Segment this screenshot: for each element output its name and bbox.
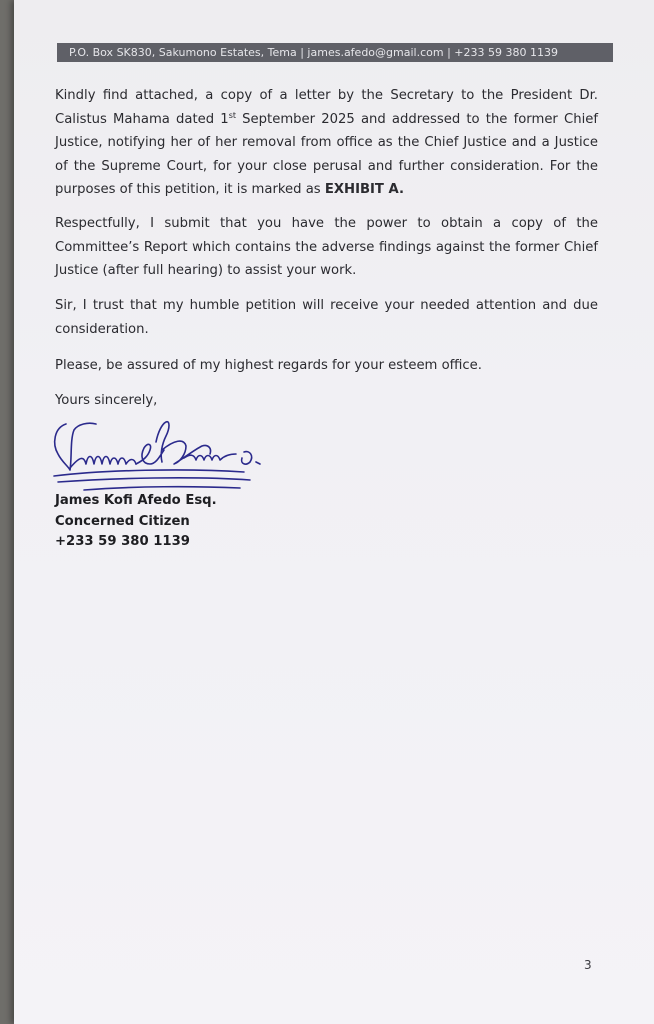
page-number: 3 [584, 958, 592, 972]
contact-line: P.O. Box SK830, Sakumono Estates, Tema | james.afedo@gmail.com | +233 59 380 1139 [69, 46, 558, 59]
closing-salutation: Yours sincerely, [55, 393, 158, 408]
handwritten-signature [44, 410, 284, 502]
paragraph-exhibit [55, 84, 598, 202]
letterhead-contact-bar [57, 43, 613, 62]
exhibit-label: EXHIBIT A. [324, 182, 404, 198]
signatory-title: Concerned Citizen [55, 513, 190, 529]
paragraph-petition-attention: Sir, I trust that my humble petition will receive your needed attention and due consideration. [55, 298, 598, 337]
signatory-phone: +233 59 380 1139 [55, 534, 190, 549]
signatory-name: James Kofi Afedo Esq. [55, 493, 217, 508]
paragraph-exhibit-text-a: Kindly find attached, a copy of a letter by the Secretary to the President Dr. Calistus Mahama dated 1 [55, 88, 598, 127]
paragraph-exhibit-text-b: September 2025 and addressed to the former Chief Justice, notifying her of her removal from office as the Chief Justice and a Justice of the Supreme Court, for your close perusal and further consideration. For the purposes of this petition, it is marked as [55, 111, 598, 198]
paragraph-regards: Please, be assured of my highest regards for your esteem office. [55, 358, 482, 373]
ordinal-suffix: st [228, 110, 237, 120]
paragraph-committee-report: Respectfully, I submit that you have the power to obtain a copy of the Committee’s Report which contains the adverse findings against the former Chief Justice (after full hearing) to assist your work. [55, 216, 598, 279]
signatory-block [55, 491, 217, 553]
